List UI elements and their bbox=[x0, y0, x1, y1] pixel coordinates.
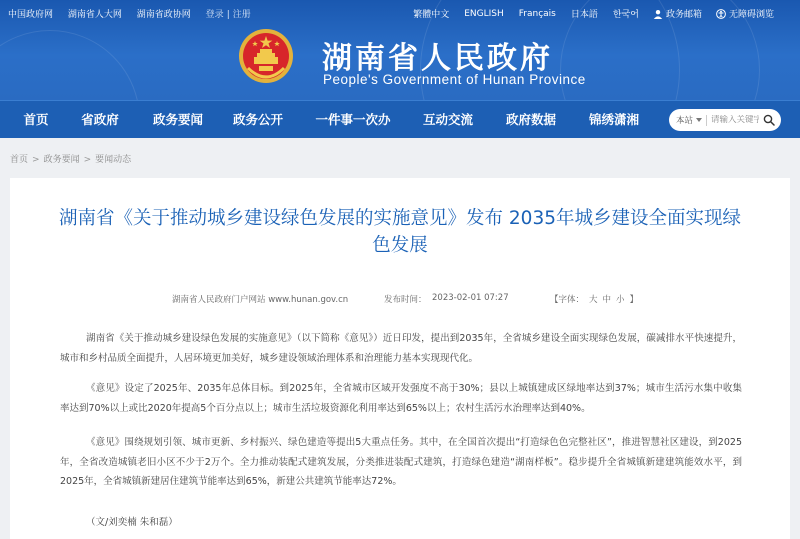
link-hunan-cppcc[interactable]: 湖南省政协网 bbox=[136, 10, 191, 20]
search-scope-select[interactable]: 本站 bbox=[676, 116, 694, 126]
font-size-medium[interactable]: 中 bbox=[602, 295, 612, 305]
accessibility-label: 无障碍浏览 bbox=[728, 10, 774, 20]
lang-traditional-chinese[interactable]: 繁體中文 bbox=[413, 10, 450, 20]
article-author: （文/刘奕楠 朱和磊） bbox=[86, 517, 178, 528]
nav-jinxiu-xiaoxiang[interactable]: 锦绣潇湘 bbox=[588, 112, 639, 127]
lang-french[interactable]: Français bbox=[518, 8, 556, 19]
breadcrumb-home[interactable]: 首页 bbox=[10, 155, 29, 165]
font-size-controls bbox=[550, 293, 643, 305]
national-emblem-logo[interactable] bbox=[238, 28, 294, 84]
search-input[interactable] bbox=[711, 115, 759, 125]
article-paragraph: 湖南省《关于推动城乡建设绿色发展的实施意见》（以下简称《意见》）近日印发，提出到2035年，全省城乡建设全面实现绿色发展，碳减排水平快速提升，城市和乡村品质全面提升，人居环境更加美好，城乡建设领域治理体系和治理能力基本实现现代化。 bbox=[60, 333, 742, 364]
login-link[interactable]: 登录 bbox=[205, 10, 224, 20]
header-decoration bbox=[0, 30, 140, 100]
font-size-close: 】 bbox=[629, 295, 639, 305]
site-title-chinese: 湖南省人民政府 bbox=[322, 41, 553, 76]
nav-provincial-government[interactable]: 省政府 bbox=[81, 112, 119, 127]
breadcrumb bbox=[10, 152, 131, 165]
lang-japanese[interactable]: 日本語 bbox=[570, 10, 598, 20]
mailbox-link[interactable] bbox=[653, 7, 702, 20]
top-links-right bbox=[398, 7, 774, 20]
font-size-label: 【字体： bbox=[550, 295, 585, 305]
article-source: 湖南省人民政府门户网站 www.hunan.gov.cn bbox=[172, 295, 349, 305]
search-divider bbox=[706, 115, 707, 126]
link-hunan-npc[interactable]: 湖南省人大网 bbox=[67, 10, 122, 20]
breadcrumb-separator: > bbox=[83, 155, 92, 165]
nav-one-thing-one-time[interactable]: 一件事一次办 bbox=[315, 112, 391, 127]
font-size-small[interactable]: 小 bbox=[616, 295, 625, 305]
register-link[interactable]: 注册 bbox=[232, 10, 251, 20]
lang-korean[interactable]: 한국어 bbox=[612, 10, 639, 20]
accessibility-icon bbox=[716, 9, 726, 19]
search-box[interactable] bbox=[669, 109, 781, 131]
nav-home[interactable]: 首页 bbox=[23, 112, 49, 127]
nav-government-data[interactable]: 政府数据 bbox=[505, 112, 556, 127]
breadcrumb-news-updates[interactable]: 要闻动态 bbox=[95, 155, 132, 165]
login-separator: | bbox=[226, 10, 230, 20]
main-navigation bbox=[0, 100, 800, 138]
nav-government-news[interactable]: 政务要闻 bbox=[152, 112, 203, 127]
publish-time: 2023-02-01 07:27 bbox=[432, 293, 509, 303]
chevron-down-icon bbox=[696, 118, 702, 122]
article-container bbox=[10, 178, 790, 539]
font-size-large[interactable]: 大 bbox=[589, 295, 598, 305]
breadcrumb-government-news[interactable]: 政务要闻 bbox=[43, 155, 80, 165]
top-links-left bbox=[8, 7, 263, 20]
article-title: 湖南省《关于推动城乡建设绿色发展的实施意见》发布 2035年城乡建设全面实现绿色发展 bbox=[59, 208, 741, 256]
article-paragraph: 《意见》设定了2025年、2035年总体目标。到2025年，全省城市区域开发强度不高于30%；县以上城镇建成区绿地率达到37%；城市生活污水集中收集率达到70%以上或比2020年提高5个百分点以上；城市生活垃圾资源化利用率达到65%以上；农村生活污水治理率达到40%。 bbox=[60, 383, 742, 414]
site-title-english: People's Government of Hunan Province bbox=[323, 72, 586, 87]
breadcrumb-separator: > bbox=[32, 155, 40, 165]
nav-government-affairs-disclosure[interactable]: 政务公开 bbox=[232, 112, 283, 127]
nav-interaction[interactable]: 互动交流 bbox=[422, 112, 473, 127]
search-icon[interactable] bbox=[763, 114, 775, 126]
article-paragraph: 《意见》围绕规划引领、城市更新、乡村振兴、绿色建造等提出5大重点任务。其中，在全国首次提出“打造绿色色完整社区”，推进智慧社区建设，到2025年，全省改造城镇老旧小区不少于2万个。全力推动装配式建筑发展，分类推进装配式建筑，打造绿色建造“湖南样板”。稳步提升全省城镇新建建筑能效水平，到2025年，全省城镇新建居住建筑节能率达到65%，新建公共建筑节能率达72%。 bbox=[60, 437, 742, 487]
publish-time-label: 发布时间： bbox=[384, 295, 427, 305]
user-icon bbox=[653, 9, 663, 19]
link-gov-cn[interactable]: 中国政府网 bbox=[8, 10, 54, 20]
mailbox-label: 政务邮箱 bbox=[665, 10, 702, 20]
lang-english[interactable]: ENGLISH bbox=[464, 8, 504, 19]
accessibility-link[interactable] bbox=[716, 7, 774, 20]
site-header bbox=[0, 0, 800, 100]
